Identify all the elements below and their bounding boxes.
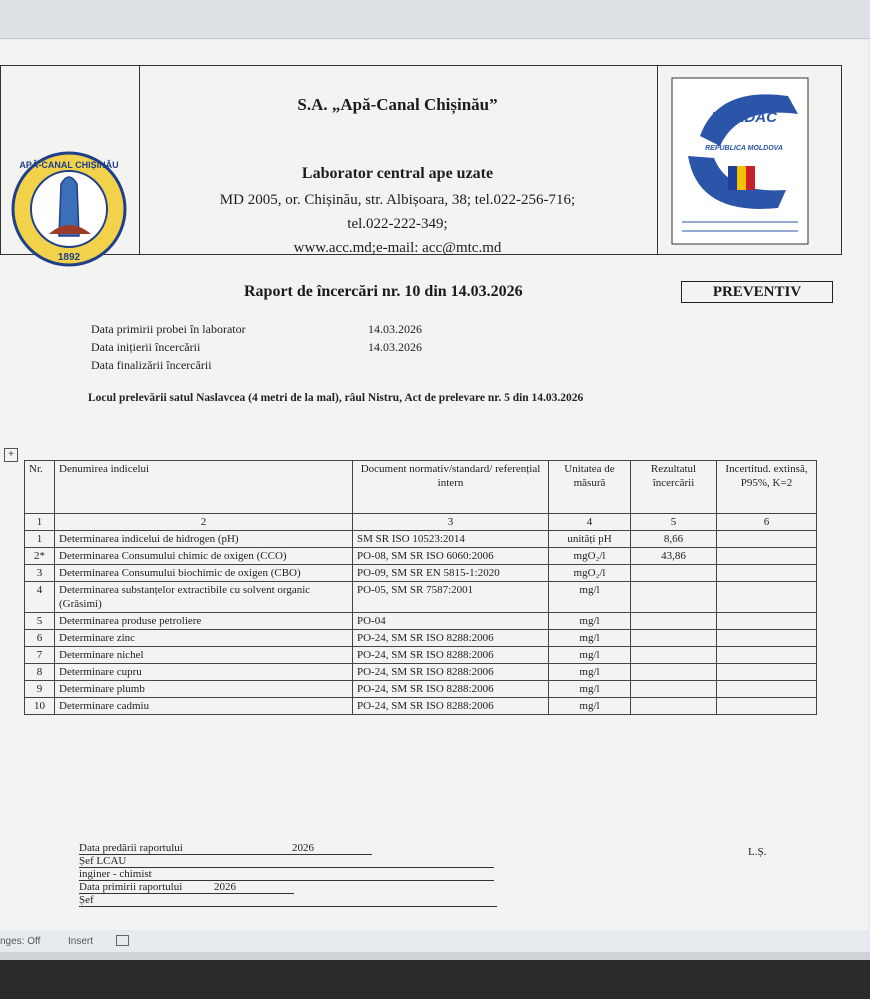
preventiv-badge: PREVENTIV [681, 281, 833, 303]
uncertainty [717, 681, 817, 698]
result: 43,86 [631, 548, 717, 565]
unit: mg/l [549, 664, 631, 681]
standard-document: PO-05, SM SR 7587:2001 [353, 582, 549, 613]
unit: mgO₂/l [549, 548, 631, 565]
insert-mode-status[interactable]: Insert [68, 936, 94, 947]
status-bar [0, 930, 870, 952]
indicator-name: Determinarea Consumului biochimic de oxigen (CBO) [55, 565, 353, 582]
svg-text:MOLDAC: MOLDAC [711, 109, 777, 126]
standard-document: PO-24, SM SR ISO 8288:2006 [353, 698, 549, 715]
unit: mg/l [549, 681, 631, 698]
result [631, 681, 717, 698]
sef-label: Șef [79, 894, 497, 907]
received-date-label: Data primirii raportului [79, 881, 214, 894]
date-label: Data primirii probei în laborator [91, 322, 246, 336]
indicator-name: Determinarea produse petroliere [55, 613, 353, 630]
date-row [91, 358, 422, 376]
standard-document: PO-24, SM SR ISO 8288:2006 [353, 630, 549, 647]
row-number: 6 [25, 630, 55, 647]
received-date-year: 2026 [214, 881, 294, 894]
organization-name: S.A. „Apă-Canal Chișinău” [297, 95, 498, 114]
date-value: 14.03.2026 [368, 322, 422, 336]
indicator-name: Determinare cadmiu [55, 698, 353, 715]
signature-row [79, 842, 497, 855]
macro-icon[interactable] [116, 935, 129, 946]
table-move-handle[interactable]: + [4, 448, 18, 462]
date-label: Data inițierii încercării [91, 340, 201, 354]
indicator-name: Determinare cupru [55, 664, 353, 681]
svg-text:REPUBLICA MOLDOVA: REPUBLICA MOLDOVA [705, 145, 783, 152]
apa-canal-logo [1, 66, 139, 263]
results-table [24, 460, 817, 715]
table-row [25, 565, 817, 582]
index-cell: 6 [717, 514, 817, 531]
address-line-2: tel.022-222-349; [347, 216, 448, 232]
table-row [25, 582, 817, 613]
table-row [25, 664, 817, 681]
signature-block [79, 842, 497, 907]
result: 8,66 [631, 531, 717, 548]
indicator-name: Determinarea indicelui de hidrogen (pH) [55, 531, 353, 548]
toolbar-area [0, 0, 870, 39]
table-row [25, 531, 817, 548]
table-index-row [25, 514, 817, 531]
row-number: 8 [25, 664, 55, 681]
report-title: Raport de încercări nr. 10 din 14.03.2026 [244, 283, 523, 300]
date-label: Data finalizării încercării [91, 358, 212, 372]
standard-document: PO-24, SM SR ISO 8288:2006 [353, 681, 549, 698]
index-cell: 3 [353, 514, 549, 531]
index-cell: 4 [549, 514, 631, 531]
index-cell: 1 [25, 514, 55, 531]
table-row [25, 647, 817, 664]
report-dates [91, 322, 422, 376]
col-header-uncertainty: Incertitud. extinsă, P95%, K=2 [717, 461, 817, 514]
uncertainty [717, 647, 817, 664]
engineer-label: inginer - chimist [79, 868, 494, 881]
row-number: 1 [25, 531, 55, 548]
indicator-name: Determinarea substanțelor extractibile cu solvent organic (Grăsimi) [55, 582, 353, 613]
col-header-name: Denumirea indicelui [55, 461, 353, 514]
standard-document: PO-24, SM SR ISO 8288:2006 [353, 647, 549, 664]
unit: mgO₂/l [549, 565, 631, 582]
result [631, 613, 717, 630]
uncertainty [717, 664, 817, 681]
index-cell: 2 [55, 514, 353, 531]
result [631, 565, 717, 582]
standard-document: SM SR ISO 10523:2014 [353, 531, 549, 548]
result [631, 698, 717, 715]
row-number: 7 [25, 647, 55, 664]
table-row [25, 681, 817, 698]
uncertainty [717, 531, 817, 548]
monitor-bezel [0, 960, 870, 999]
address-line-3: www.acc.md;e-mail: acc@mtc.md [293, 240, 502, 256]
svg-text:1892: 1892 [57, 252, 81, 263]
table-row [25, 698, 817, 715]
uncertainty [717, 548, 817, 565]
col-header-result: Rezultatul încercării [631, 461, 717, 514]
unit: mg/l [549, 630, 631, 647]
row-number: 5 [25, 613, 55, 630]
right-logo-cell [657, 66, 844, 254]
row-number: 10 [25, 698, 55, 715]
row-number: 2* [25, 548, 55, 565]
signature-row [79, 894, 497, 907]
indicator-name: Determinare zinc [55, 630, 353, 647]
signature-row [79, 855, 497, 868]
standard-document: PO-08, SM SR ISO 6060:2006 [353, 548, 549, 565]
result [631, 630, 717, 647]
signature-row [79, 868, 497, 881]
unit: mg/l [549, 647, 631, 664]
col-header-document: Document normativ/standard/ referențial intern [353, 461, 549, 514]
table-header-row [25, 461, 817, 514]
taskbar [0, 952, 870, 960]
result [631, 582, 717, 613]
table-row [25, 613, 817, 630]
handover-date-year: 2026 [214, 842, 372, 855]
unit: mg/l [549, 613, 631, 630]
left-logo-cell [1, 66, 140, 263]
uncertainty [717, 698, 817, 715]
address-line-1: MD 2005, or. Chișinău, str. Albișoara, 38; tel.022-256-716; [219, 192, 576, 208]
track-changes-status[interactable]: nges: Off [0, 936, 41, 947]
col-header-unit: Unitatea de măsură [549, 461, 631, 514]
indicator-name: Determinare plumb [55, 681, 353, 698]
chief-label: Șef LCAU [79, 855, 494, 868]
standard-document: PO-09, SM SR EN 5815-1:2020 [353, 565, 549, 582]
handover-date-label: Data predării raportului [79, 842, 214, 855]
row-number: 3 [25, 565, 55, 582]
moldac-logo [658, 66, 844, 254]
unit: mg/l [549, 698, 631, 715]
col-header-nr: Nr. [25, 461, 55, 514]
laboratory-name: Laborator central ape uzate [301, 165, 494, 182]
standard-document: PO-24, SM SR ISO 8288:2006 [353, 664, 549, 681]
result [631, 664, 717, 681]
row-number: 9 [25, 681, 55, 698]
stamp-label: L.Ș. [748, 846, 767, 858]
sampling-location: Locul prelevării satul Naslavcea (4 metri de la mal), râul Nistru, Act de prelevare nr. 5 din 14.03.2026 [88, 392, 584, 404]
indicator-name: Determinare nichel [55, 647, 353, 664]
result [631, 647, 717, 664]
table-row [25, 630, 817, 647]
laboratory-address [140, 188, 655, 260]
date-row [91, 340, 422, 358]
uncertainty [717, 630, 817, 647]
table-row [25, 548, 817, 565]
row-number: 4 [25, 582, 55, 613]
indicator-name: Determinarea Consumului chimic de oxigen (CCO) [55, 548, 353, 565]
signature-row [79, 881, 497, 894]
unit: unități pH [549, 531, 631, 548]
svg-text:APĂ-CANAL CHIȘINĂU: APĂ-CANAL CHIȘINĂU [19, 160, 119, 170]
uncertainty [717, 613, 817, 630]
date-row [91, 322, 422, 340]
unit: mg/l [549, 582, 631, 613]
uncertainty [717, 582, 817, 613]
standard-document: PO-04 [353, 613, 549, 630]
date-value: 14.03.2026 [368, 340, 422, 354]
index-cell: 5 [631, 514, 717, 531]
uncertainty [717, 565, 817, 582]
